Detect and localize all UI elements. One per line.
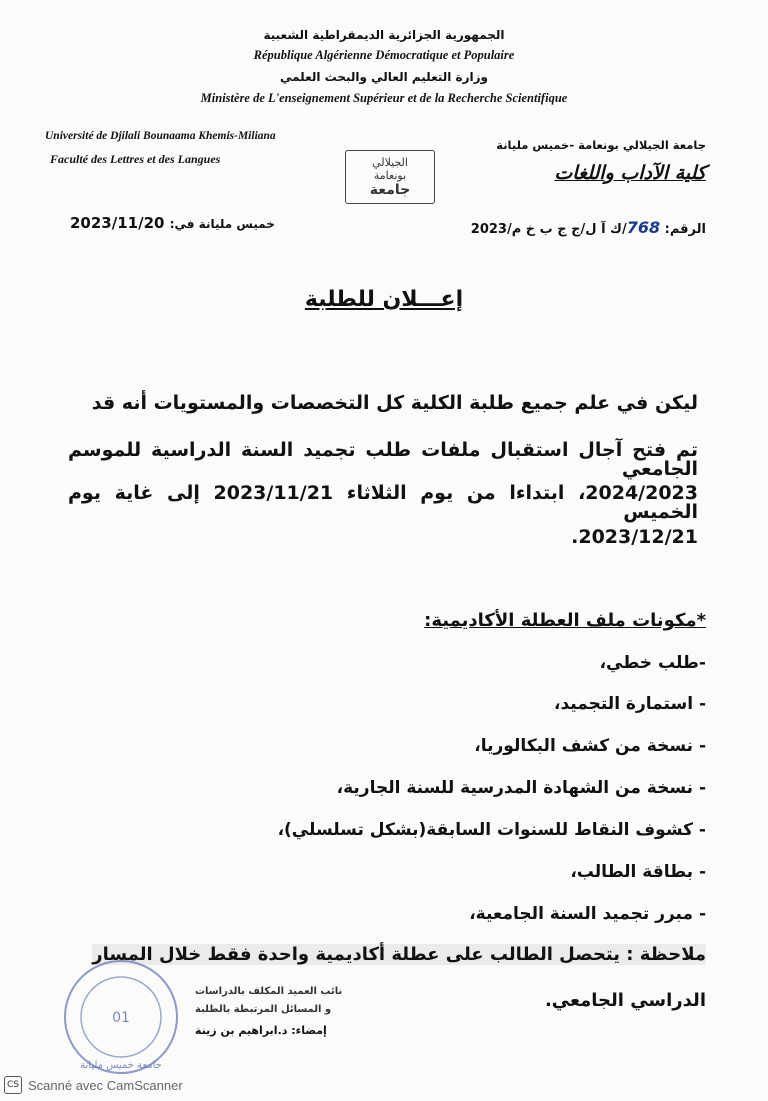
scanner-footer (0, 1070, 244, 1100)
body-line-1: ليكن في علم جميع طلبة الكلية كل التخصصات والمستويات أنه قد (91, 392, 698, 414)
university-name-ar: جامعة الجيلالي بونعامة -خميس مليانة (496, 138, 706, 152)
header-fr-ministry: Ministère de L'enseignement Supérieur et de la Recherche Scientifique (200, 91, 568, 105)
signature-subtitle: و المسائل المرتبطة بالطلبة (195, 1004, 332, 1015)
date-line (70, 214, 275, 232)
faculty-name-ar: كلية الآداب واللغات (554, 162, 706, 184)
reference-line (471, 218, 706, 237)
list-item: - بطاقة الطالب، (570, 862, 706, 882)
components-heading: *مكونات ملف العطلة الأكاديمية: (424, 610, 706, 631)
list-item: - مبرر تجميد السنة الجامعية، (469, 904, 706, 924)
stamp-text: جامعة خميس مليانة (80, 1060, 162, 1071)
logo-line-2: بونعامة (373, 169, 407, 182)
header-ar-ministry: وزارة التعليم العالي والبحث العلمي (279, 70, 489, 84)
header-ar-republic: الجمهورية الجزائرية الديمقراطية الشعبية (263, 28, 505, 42)
list-item: - نسخة من كشف البكالوريا، (474, 736, 706, 756)
reference-suffix: /ك آ ل/ج ج ب خ م/2023 (470, 222, 627, 237)
faculty-name-fr: Faculté des Lettres et des Langues (50, 152, 221, 166)
camscanner-icon: CS (4, 1076, 22, 1094)
list-item: - كشوف النقاط للسنوات السابقة(بشكل تسلسلي)، (277, 820, 706, 840)
logo-line-1: الجيلالي (372, 156, 408, 169)
university-name-fr: Université de Djilali Bounaama Khemis-Miliana (45, 130, 276, 142)
note-line-2: الدراسي الجامعي. (544, 990, 706, 1011)
camscanner-text: Scanné avec CamScanner (28, 1077, 183, 1093)
header-fr-republic: République Algérienne Démocratique et Populaire (253, 48, 515, 62)
university-logo (345, 150, 435, 204)
logo-line-3: جامعة (369, 182, 411, 198)
body-line-2: تم فتح آجال استقبال ملفات طلب تجميد السنة الدراسية للموسم الجامعي (68, 439, 698, 480)
note-line-1: ملاحظة : يتحصل الطالب على عطلة أكاديمية واحدة فقط خلال المسار (92, 944, 706, 965)
stamp-number: 01 (112, 1010, 130, 1026)
reference-number: 768 (626, 218, 661, 237)
body-line-4: 2023/12/21. (571, 526, 698, 548)
reference-label: الرقم: (664, 222, 706, 237)
announcement-title: إعـــلان للطلبة (304, 287, 464, 312)
signature-title: نائب العميد المكلف بالدراسات (195, 986, 343, 997)
signature-name: إمضاء: د.ابراهيم بن زينة (195, 1024, 327, 1037)
list-item: -طلب خطي، (599, 653, 706, 673)
date-label: خميس مليانة في: (169, 217, 275, 231)
body-line-3: 2024/2023، ابتداءا من يوم الثلاثاء 2023/11/21 إلى غاية يوم الخميس (68, 482, 698, 523)
date-value: 2023/11/20 (70, 214, 165, 232)
list-item: - نسخة من الشهادة المدرسية للسنة الجارية، (336, 778, 706, 798)
official-stamp (62, 958, 180, 1076)
list-item: - استمارة التجميد، (554, 694, 706, 714)
stamp-seal-icon (62, 958, 180, 1076)
